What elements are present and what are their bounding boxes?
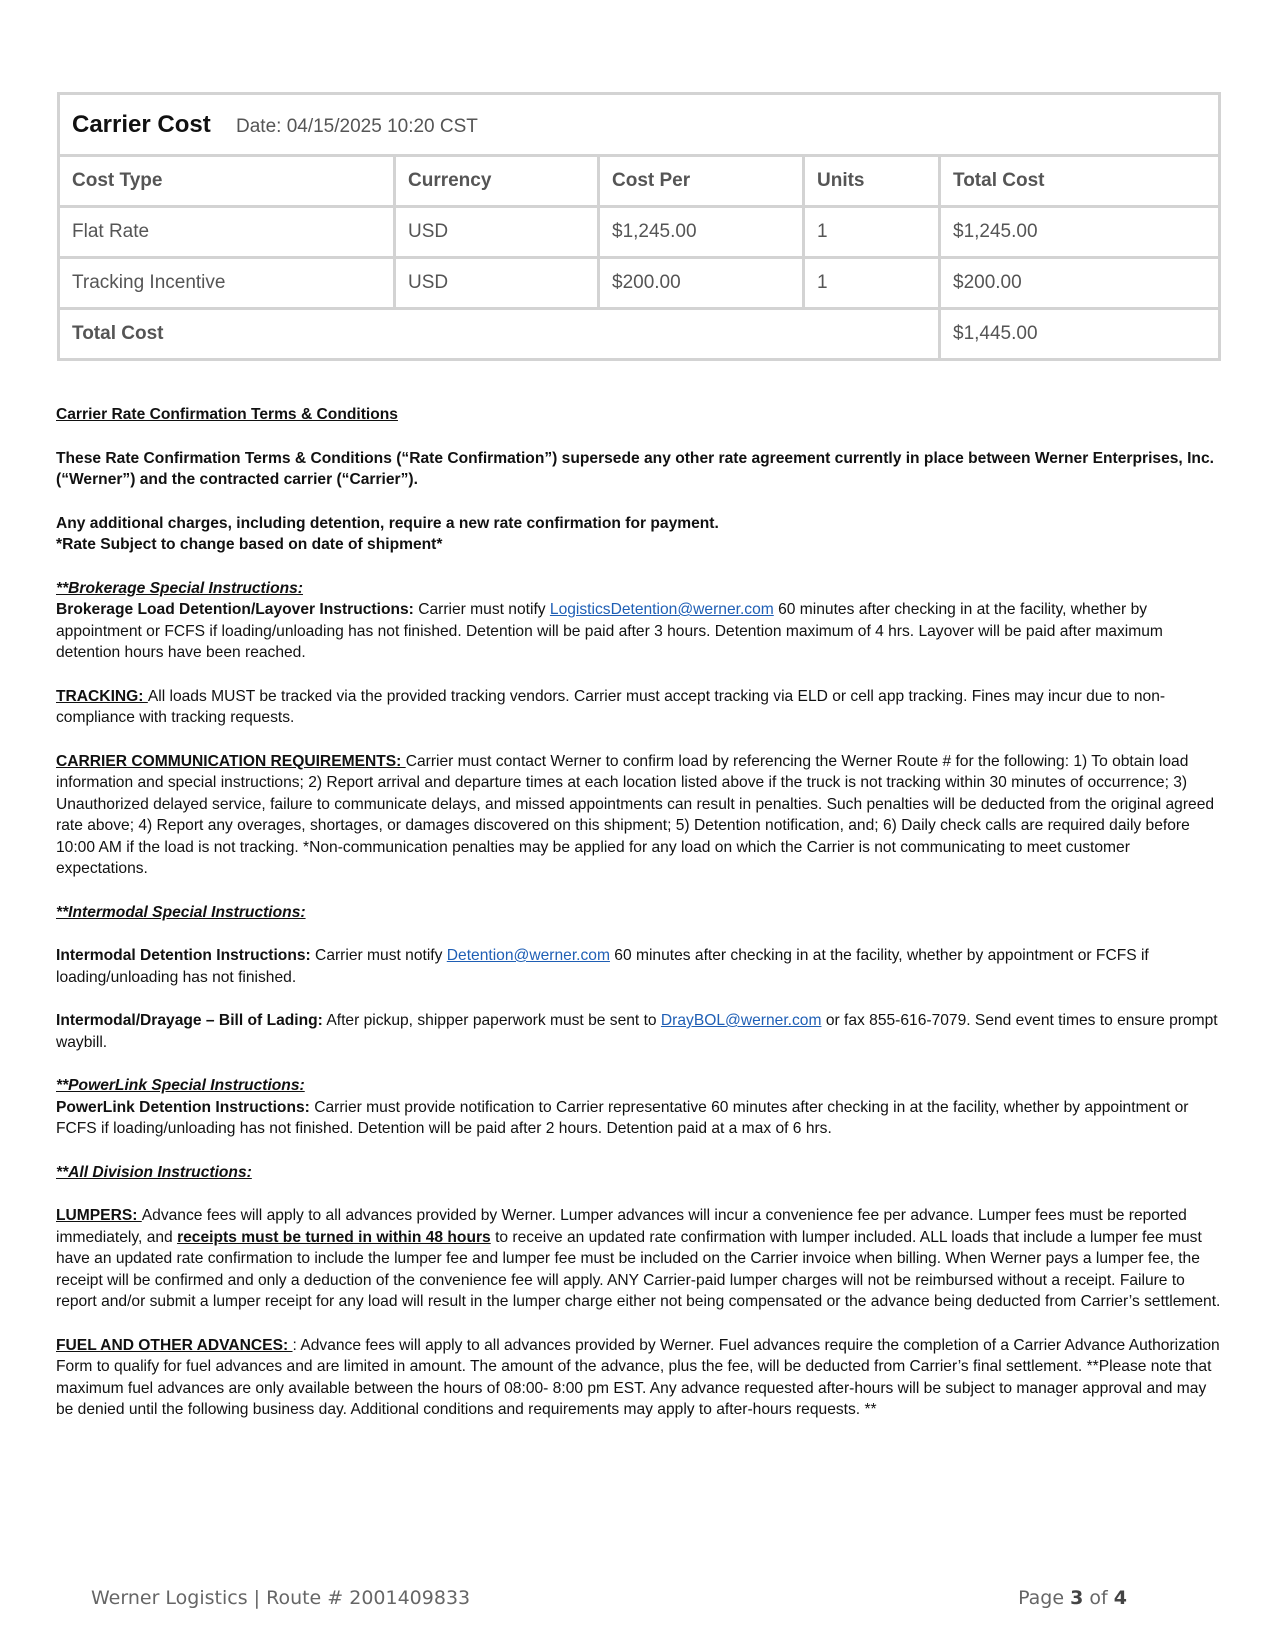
- brokerage-text-post: 60 minutes after checking in at the facility, whether by appointment or FCFS if loading/unloading has not finished. Detention will be paid after 3 hours. Detention maximum of 4 hrs. Layover will be paid after maximum detention hours have been reached.: [56, 601, 1163, 661]
- footer-page-number: [1018, 1587, 1127, 1609]
- table-row: [59, 207, 1220, 258]
- drayage-label: Intermodal/Drayage – Bill of Lading:: [56, 1012, 323, 1029]
- intermodal-text-pre: Carrier must notify: [310, 947, 447, 964]
- communication-text: Carrier must contact Werner to confirm load by referencing the Werner Route # for the following: 1) To obtain load information and special instructions; 2) Report arrival and departure times at each location listed above if the truck is not tracking within 30 minutes of occurrence; 3) Unauthorized delayed service, failure to communicate delays, and missed appointments can result in penalties. Such penalties will be deducted from the original agreed rate above; 4) Report any overages, shortages, or damages discovered on this shipment; 5) Detention notification, and; 6) Daily check calls are required daily before 10:00 AM if the load is not tracking. *Non-communication penalties may be applied for any load on which the Carrier is not communicating to meet customer expectations.: [56, 752, 1215, 877]
- column-header: Cost Per: [599, 156, 804, 207]
- all-division-heading: **All Division Instructions:: [56, 1163, 252, 1181]
- intermodal-heading: **Intermodal Special Instructions:: [56, 903, 306, 921]
- footer-route: Werner Logistics | Route # 2001409833: [91, 1587, 471, 1609]
- terms-and-conditions: [56, 404, 1222, 1443]
- intermodal-detention-section: [56, 945, 1222, 988]
- table-cell: 1: [804, 207, 940, 258]
- detention-email-link[interactable]: Detention@werner.com: [446, 947, 610, 964]
- table-cell: 1: [804, 258, 940, 309]
- carrier-cost-table: [57, 92, 1221, 361]
- page-current: 3: [1070, 1587, 1084, 1609]
- drayage-text-pre: After pickup, shipper paperwork must be sent to: [322, 1012, 661, 1029]
- column-header: Cost Type: [59, 156, 395, 207]
- page-word: Page: [1018, 1587, 1065, 1609]
- fuel-text: : Advance fees will apply to all advances provided by Werner. Fuel advances require the completion of a Carrier Advance Authorization Form to qualify for fuel advances and are limited in amount. The amount of the advance, plus the fee, will be deducted from Carrier’s final settlement. **Please note that maximum fuel advances are only available between the hours of 08:00- 8:00 pm EST. Any advance requested after-hours will be subject to manager approval and may be denied until the following business day. Additional conditions and requirements may apply to after-hours requests. **: [56, 1336, 1220, 1418]
- table-cell: $200.00: [599, 258, 804, 309]
- fuel-section: [56, 1335, 1222, 1421]
- carrier-cost-title: Carrier Cost: [72, 110, 211, 138]
- column-header: Units: [804, 156, 940, 207]
- table-cell: USD: [395, 258, 599, 309]
- terms-intro: These Rate Confirmation Terms & Conditions (“Rate Confirmation”) supersede any other rate agreement currently in place between Werner Enterprises, Inc. (“Werner”) and the contracted carrier (“Carrier”).: [56, 449, 1214, 488]
- powerlink-label: PowerLink Detention Instructions:: [56, 1098, 310, 1116]
- rate-subject-note: *Rate Subject to change based on date of shipment*: [56, 536, 443, 553]
- tracking-label: TRACKING:: [56, 687, 148, 705]
- intermodal-heading-para: [56, 902, 1222, 924]
- table-cell: $1,245.00: [599, 207, 804, 258]
- logistics-detention-email-link[interactable]: LogisticsDetention@werner.com: [549, 601, 774, 618]
- lumpers-text-post: to receive an updated rate confirmation with lumper included. ALL loads that include a lumper fee must have an updated rate confirmation to include the lumper fee and lumper fee must be included on the Carrier invoice when billing. When Werner pays a lumper fee, the receipt will be confirmed and only a deduction of the convenience fee will apply. ANY Carrier-paid lumper charges will not be reimbursed without a receipt. Failure to report and/or submit a lumper receipt for any load will result in the lumper charge either not being compensated or the advance being deducted from Carrier’s settlement.: [56, 1228, 1221, 1310]
- terms-heading: Carrier Rate Confirmation Terms & Conditions: [56, 406, 398, 423]
- powerlink-text: Carrier must provide notification to Carrier representative 60 minutes after checking in at the facility, whether by appointment or FCFS if loading/unloading has not finished. Detention will be paid after 2 hours. Detention paid at a max of 6 hrs.: [56, 1098, 1189, 1137]
- lumpers-section: [56, 1205, 1222, 1313]
- of-word: of: [1089, 1587, 1108, 1609]
- column-header: Currency: [395, 156, 599, 207]
- additional-charges-text: Any additional charges, including detention, require a new rate confirmation for payment.: [56, 514, 719, 532]
- carrier-cost-date: Date: 04/15/2025 10:20 CST: [236, 115, 478, 137]
- intermodal-label: Intermodal Detention Instructions:: [56, 947, 311, 964]
- lumpers-label: LUMPERS:: [56, 1207, 142, 1224]
- column-header: Total Cost: [940, 156, 1220, 207]
- lumpers-text-pre: Advance fees will apply to all advances provided by Werner. Lumper advances will incur a convenience fee per advance. Lumper fees must be reported immediately, and: [56, 1207, 1187, 1246]
- brokerage-text-pre: Carrier must notify: [413, 601, 550, 618]
- total-cost-label: Total Cost: [59, 309, 940, 360]
- all-division-heading-para: [56, 1162, 1222, 1184]
- table-cell: Tracking Incentive: [59, 258, 395, 309]
- total-cost-value: $1,445.00: [940, 309, 1220, 360]
- tracking-text: All loads MUST be tracked via the provided tracking vendors. Carrier must accept tracking via ELD or cell app tracking. Fines may incur due to non-compliance with tracking requests.: [56, 687, 1166, 726]
- page-total: 4: [1113, 1587, 1127, 1609]
- additional-charges-note: [56, 513, 1222, 556]
- table-cell: $1,245.00: [940, 207, 1220, 258]
- brokerage-section: [56, 578, 1222, 664]
- drayage-text-post: or fax 855-616-7079. Send event times to ensure prompt waybill.: [56, 1012, 1218, 1051]
- table-title-row: [59, 94, 1220, 156]
- lumpers-receipts-emphasis: receipts must be turned in within 48 hours: [177, 1228, 491, 1246]
- brokerage-label: Brokerage Load Detention/Layover Instructions:: [56, 601, 414, 618]
- fuel-label: FUEL AND OTHER ADVANCES:: [56, 1336, 293, 1354]
- table-cell: $200.00: [940, 258, 1220, 309]
- intermodal-text-post: 60 minutes after checking in at the facility, whether by appointment or FCFS if loading/unloading has not finished.: [56, 947, 1149, 986]
- powerlink-heading: **PowerLink Special Instructions:: [56, 1077, 305, 1094]
- brokerage-heading: **Brokerage Special Instructions:: [56, 579, 303, 597]
- draybol-email-link[interactable]: DrayBOL@werner.com: [660, 1012, 822, 1029]
- powerlink-section: [56, 1075, 1222, 1140]
- table-total-row: [59, 309, 1220, 360]
- drayage-section: [56, 1010, 1222, 1053]
- communication-label: CARRIER COMMUNICATION REQUIREMENTS:: [56, 752, 406, 770]
- communication-section: [56, 751, 1222, 880]
- tracking-section: [56, 686, 1222, 729]
- table-row: [59, 258, 1220, 309]
- table-header-row: [59, 156, 1220, 207]
- table-cell: USD: [395, 207, 599, 258]
- table-cell: Flat Rate: [59, 207, 395, 258]
